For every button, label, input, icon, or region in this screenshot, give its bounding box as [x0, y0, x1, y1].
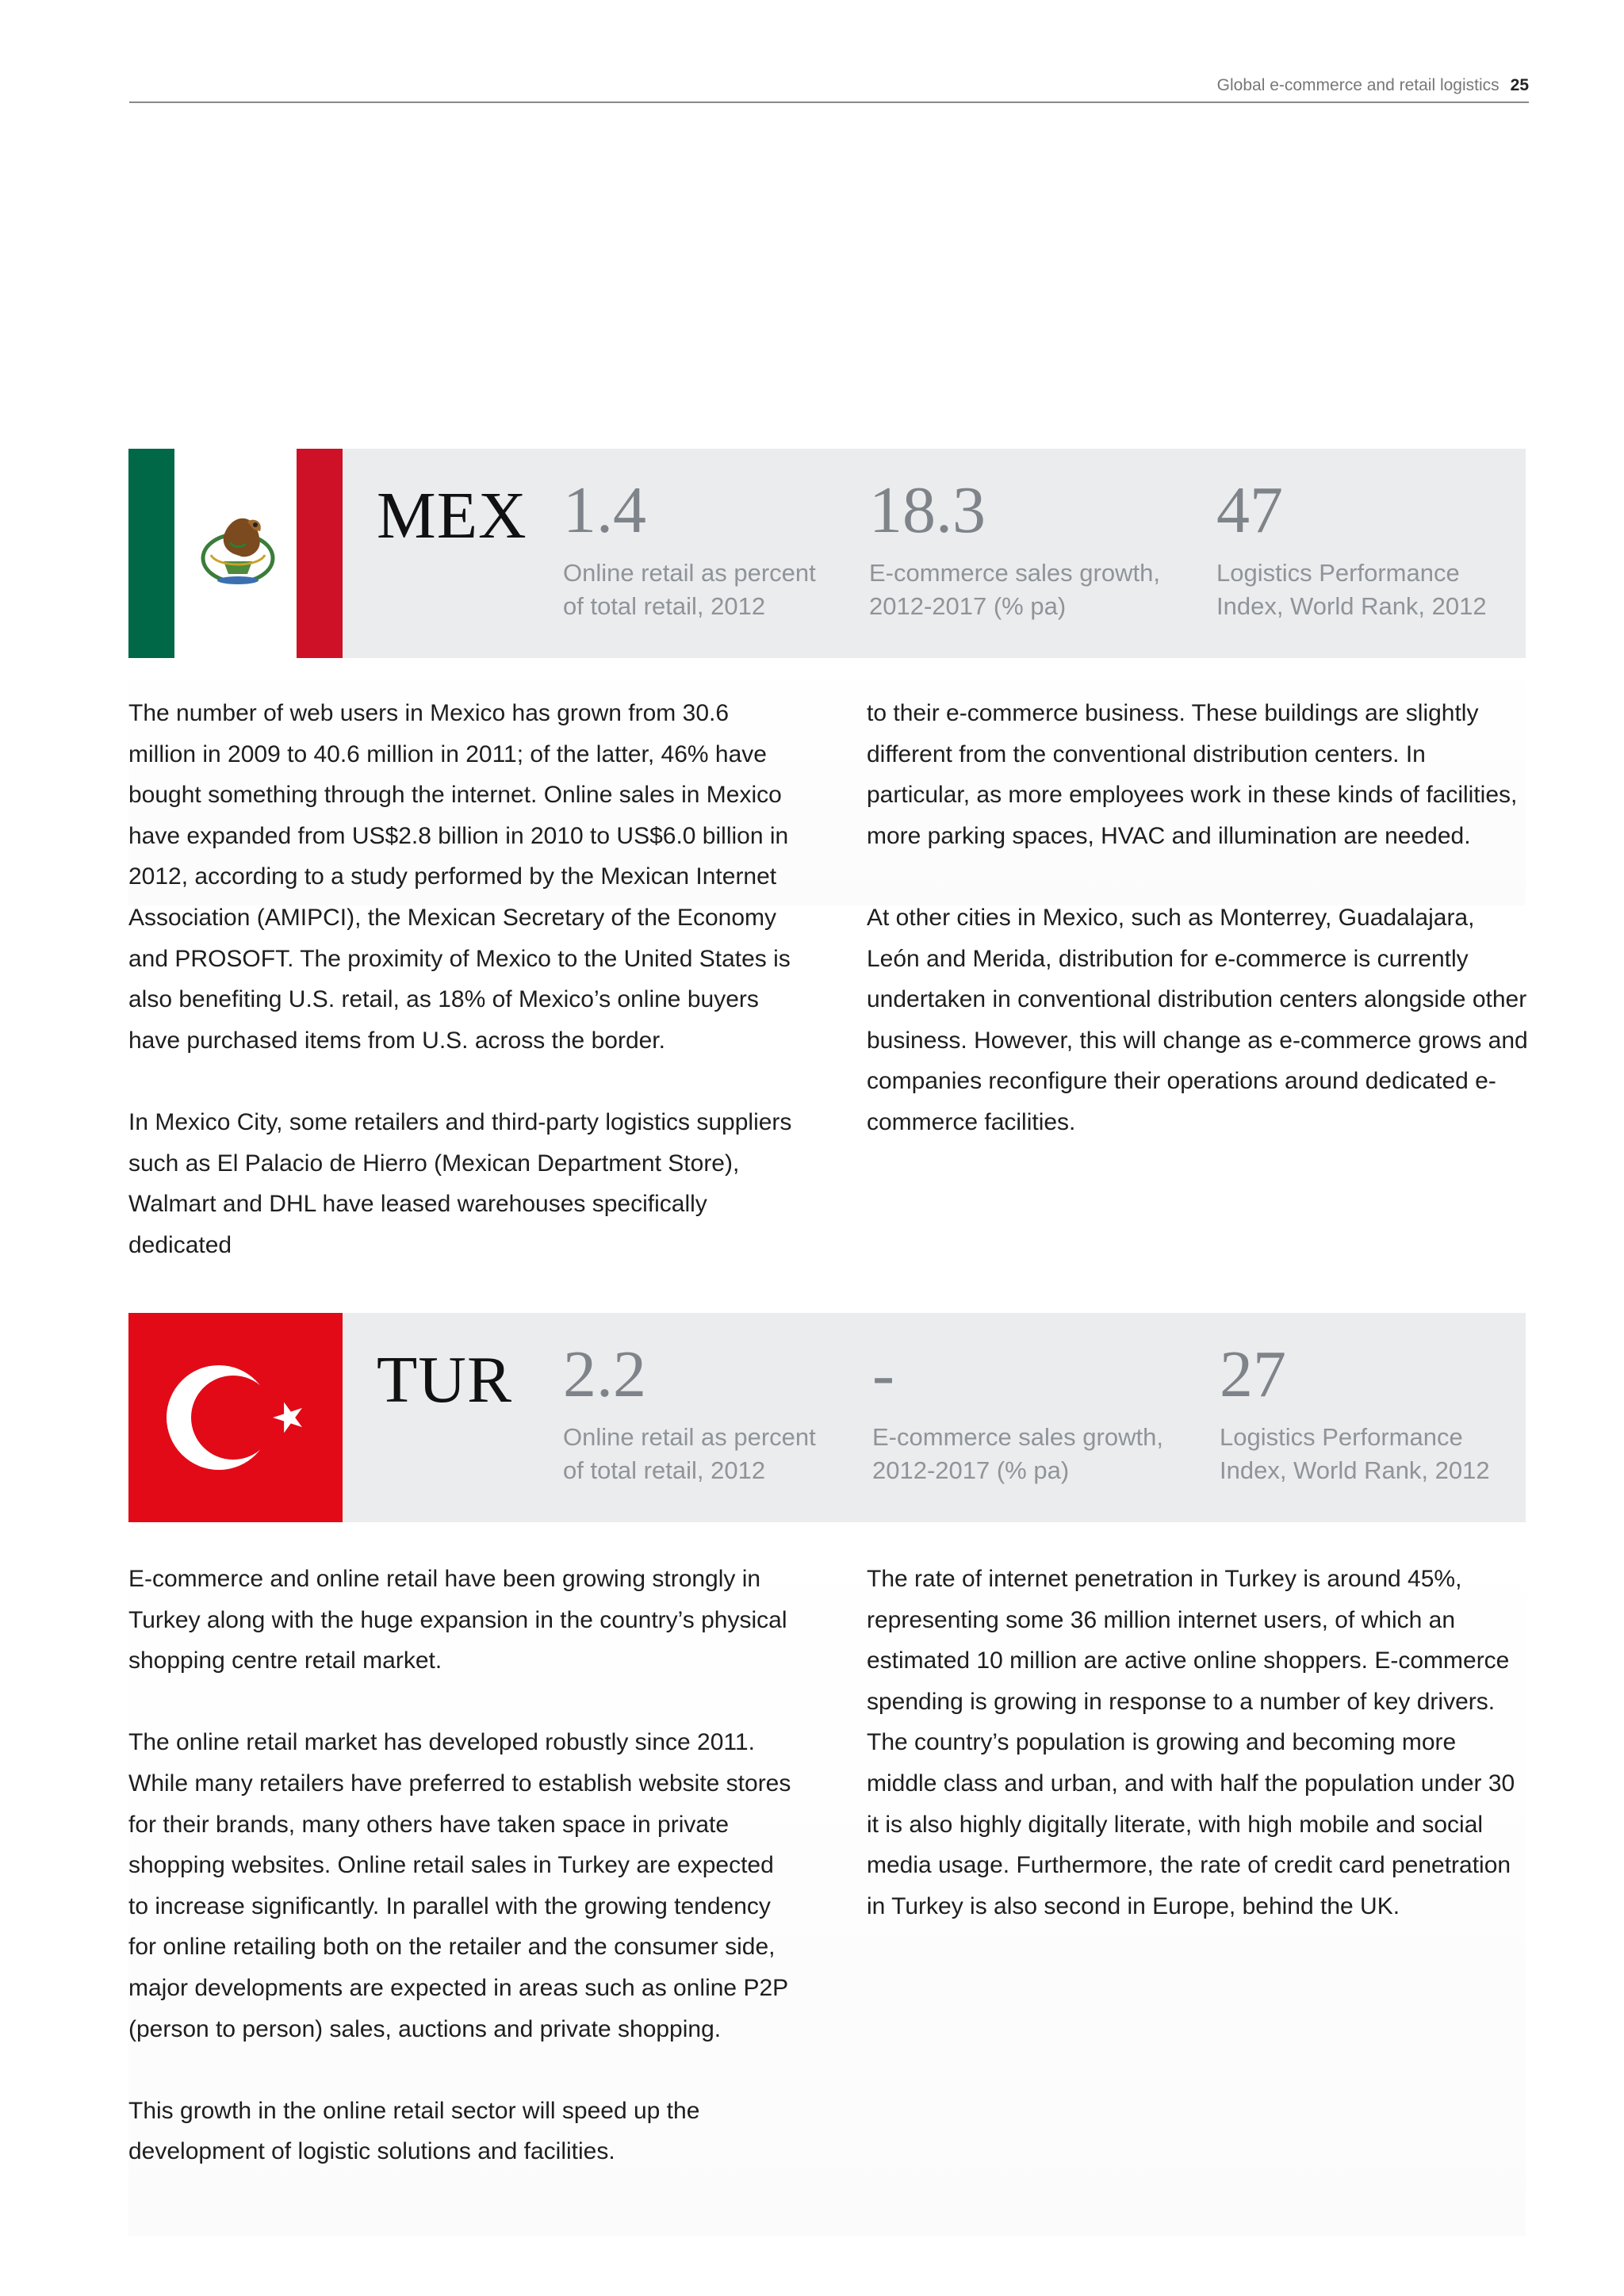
- stat-label: E-commerce sales growth, 2012-2017 (% pa): [872, 1423, 1163, 1484]
- stat-value: 18.3: [869, 473, 986, 547]
- paragraph: The online retail market has developed robustly since 2011. While many retailers have preferred to establish website stores for their brands, many others have taken space in private shopping websites. Online retail sales in Turkey are expected to increase significantly. In parallel with the growing tendency for online retailing both on the retailer and the consumer side, major developments are expected in areas such as online P2P (person to person) sales, auctions and private shopping.: [128, 1729, 791, 2042]
- page-number: 25: [1510, 76, 1529, 94]
- stat-value: 27: [1220, 1337, 1286, 1411]
- left-column: [128, 693, 795, 1265]
- right-column: [867, 1559, 1531, 1927]
- turkey-flag-image: [128, 1313, 343, 1522]
- stat-value: -: [872, 1337, 894, 1411]
- left-column: [128, 1559, 799, 2172]
- paragraph: This growth in the online retail sector will speed up the development of logistic solutions and facilities.: [128, 2097, 700, 2165]
- stat-label: Online retail as percent of total retail, 2012: [563, 1423, 816, 1484]
- paragraph: The rate of internet penetration in Turkey is around 45%, representing some 36 million internet users, of which an estimated 10 million are active online shoppers. E-commerce spending is growing in response to a number of key drivers. The country’s population is growing and becoming more middle class and urban, and with half the population under 30 it is also highly digitally literate, with high mobile and social media usage. Furthermore, the rate of credit card penetration in Turkey is also second in Europe, behind the UK.: [867, 1566, 1515, 1919]
- stat-value: 1.4: [563, 473, 646, 547]
- stat-logistics-rank: [1216, 473, 1549, 623]
- stat-sales-growth: [869, 473, 1202, 623]
- stat-value: 47: [1216, 473, 1283, 547]
- page-header: [129, 73, 1529, 103]
- mexico-flag: [128, 449, 343, 658]
- right-column: [867, 693, 1531, 1143]
- stat-label: Logistics Performance Index, World Rank, 2012: [1216, 559, 1487, 620]
- header-title: Global e-commerce and retail logistics: [1216, 76, 1500, 94]
- paragraph: The number of web users in Mexico has grown from 30.6 million in 2009 to 40.6 million in 2011; of the latter, 46% have bought something through the internet. Online sales in Mexico have expanded from US$2.8 billion in 2010 to US$6.0 billion in 2012, according to a study performed by the Mexican Internet Association (AMIPCI), the Mexican Secretary of the Economy and PROSOFT. The proximity of Mexico to the United States is also benefiting U.S. retail, as 18% of Mexico’s online buyers have purchased items from U.S. across the border.: [128, 700, 791, 1054]
- stat-online-retail: [563, 1337, 896, 1487]
- stat-label: Logistics Performance Index, World Rank, 2012: [1220, 1423, 1490, 1484]
- mexico-flag-image: [128, 449, 343, 658]
- stat-online-retail: [563, 473, 896, 623]
- country-code: MEX: [377, 479, 527, 553]
- paragraph: In Mexico City, some retailers and third-party logistics suppliers such as El Palacio de Hierro (Mexican Department Store), Walmart and DHL have leased warehouses specifically dedicated: [128, 1108, 792, 1258]
- stat-sales-growth: [872, 1337, 1205, 1487]
- stat-label: Online retail as percent of total retail, 2012: [563, 559, 816, 620]
- paragraph: to their e-commerce business. These buildings are slightly different from the conventional distribution centers. In particular, as more employees work in these kinds of facilities, more parking spaces, HVAC and illumination are needed.: [867, 700, 1518, 849]
- stat-logistics-rank: [1220, 1337, 1553, 1487]
- country-code: TUR: [377, 1343, 512, 1417]
- paragraph: E-commerce and online retail have been growing strongly in Turkey along with the huge expansion in the country’s physical shopping centre retail market.: [128, 1566, 787, 1674]
- paragraph: At other cities in Mexico, such as Monterrey, Guadalajara, León and Merida, distribution for e-commerce is currently undertaken in conventional distribution centers alongside other business. However, this will change as e-commerce grows and companies reconfigure their operations around dedicated e-commerce facilities.: [867, 904, 1528, 1135]
- stat-label: E-commerce sales growth, 2012-2017 (% pa): [869, 559, 1160, 620]
- turkey-flag: [128, 1313, 343, 1522]
- stat-value: 2.2: [563, 1337, 646, 1411]
